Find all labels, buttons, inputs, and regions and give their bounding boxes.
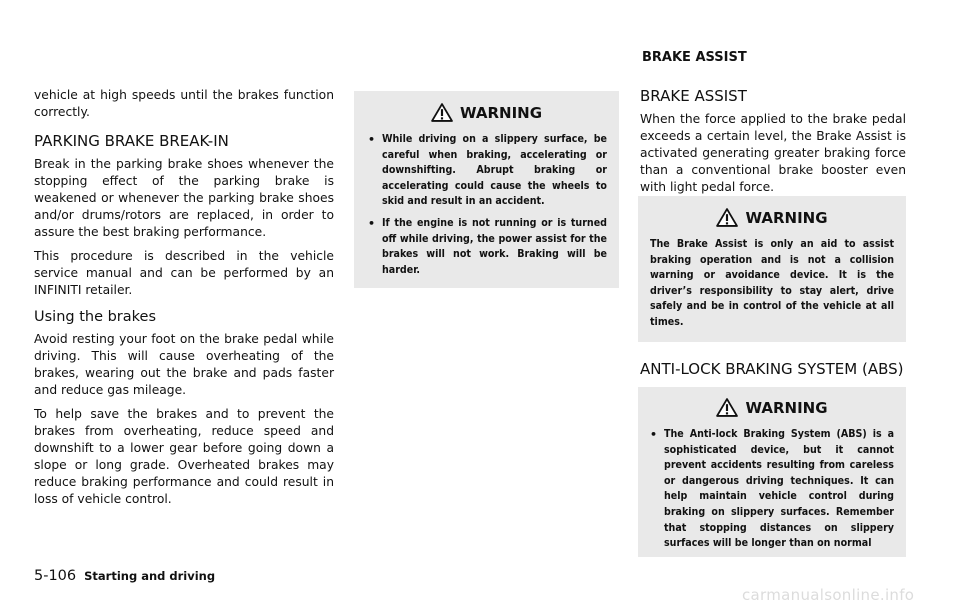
page-footer [34, 568, 215, 584]
list-item [650, 427, 894, 552]
brake-assist-heading: BRAKE ASSIST [640, 87, 747, 105]
list-item [368, 216, 607, 278]
intro-paragraph: vehicle at high speeds until the brakes function correctly. [34, 88, 334, 119]
warning-title: WARNING [459, 103, 543, 122]
warning-title: WARNING [745, 208, 828, 227]
warning-box-brake-assist [638, 196, 906, 342]
brake-assist-paragraph: When the force applied to the brake pedal exceeds a certain level, the Brake Assist is activated generating greater braking force than a conventional brake booster even with light pedal force. [640, 112, 906, 194]
parking-brake-paragraph-1: Break in the parking brake shoes whenever the stopping effect of the parking brake is weakened or whenever the parking brake shoes and/or drums/rotors are replaced, in order to assure the best braking performance. [34, 157, 334, 239]
running-header: BRAKE ASSIST [642, 50, 747, 65]
warning-box-driving [354, 91, 619, 288]
warning-header [638, 208, 906, 227]
page-number: 5-106 [34, 568, 77, 584]
parking-brake-paragraph-2: This procedure is described in the vehicle service manual and can be performed by an INFINITI retailer. [34, 249, 334, 297]
warning-triangle-icon [431, 103, 453, 122]
list-item [368, 132, 607, 210]
abs-heading: ANTI-LOCK BRAKING SYSTEM (ABS) [640, 360, 904, 378]
column-3 [640, 87, 906, 196]
warning-text: The Brake Assist is only an aid to assist braking operation and is not a collision warning or avoidance device. It is the driver’s responsibility to stay alert, drive safely and be in control of the vehicle at all times. [650, 238, 894, 328]
warning-bullet-text: While driving on a slippery surface, be careful when braking, accelerating or downshifting. Abrupt braking or accelerating could cause the wheels to skid and result in an accident. [382, 133, 607, 208]
watermark-text: carmanualsonline.info [742, 586, 915, 604]
bullet-mark: • [650, 428, 658, 441]
warning-triangle-icon [716, 398, 738, 417]
warning-box-abs [638, 387, 906, 557]
parking-brake-heading: PARKING BRAKE BREAK-IN [34, 132, 229, 150]
warning-title: WARNING [745, 398, 828, 417]
using-brakes-paragraph-1: Avoid resting your foot on the brake pedal while driving. This will cause overheating of the brakes, wearing out the brake and pads faster and reduce gas mileage. [34, 332, 334, 397]
column-1 [34, 87, 334, 508]
bullet-mark: • [368, 133, 376, 146]
warning-bullet-text: If the engine is not running or is turned off while driving, the power assist for the brakes will not work. Braking will be harder. [382, 216, 607, 276]
using-brakes-paragraph-2: To help save the brakes and to prevent the brakes from overheating, reduce speed and downshift to a lower gear before going down a slope or long grade. Overheated brakes may reduce braking performance and could result in loss of vehicle control. [34, 407, 334, 506]
section-name: Starting and driving [84, 569, 216, 583]
using-brakes-heading: Using the brakes [34, 309, 157, 325]
warning-triangle-icon [716, 208, 738, 227]
warning-header [638, 398, 906, 417]
bullet-mark: • [368, 216, 376, 230]
warning-header [354, 103, 619, 122]
warning-bullet-text: The Anti-lock Braking System (ABS) is a sophisticated device, but it cannot prevent accidents resulting from careless or dangerous driving techniques. It can help maintain vehicle control during braking on slippery surfaces. Remember that stopping distances on slippery surfaces will be longer than on normal [664, 428, 894, 550]
